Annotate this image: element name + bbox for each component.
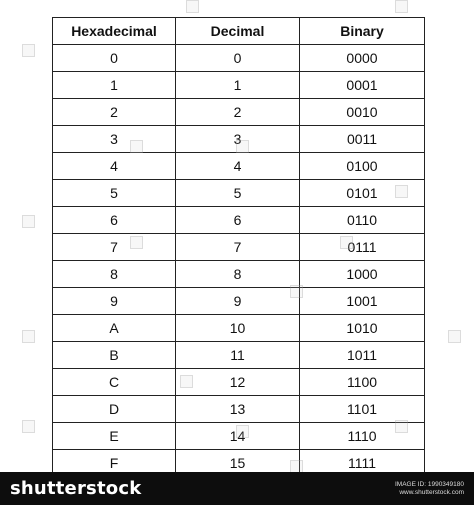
watermark-mark — [448, 330, 461, 343]
binary-cell: 0011 — [300, 126, 425, 153]
binary-cell: 1010 — [300, 315, 425, 342]
decimal-cell: 1 — [176, 72, 300, 99]
shutterstock-logo: shutterstock — [10, 478, 142, 499]
watermark-mark — [22, 420, 35, 433]
hex-cell: 8 — [53, 261, 176, 288]
table-row — [53, 315, 425, 342]
conversion-table-container — [52, 17, 424, 477]
hex-cell: 1 — [53, 72, 176, 99]
decimal-cell: 10 — [176, 315, 300, 342]
watermark-mark — [22, 215, 35, 228]
header-decimal: Decimal — [176, 18, 300, 45]
table-row — [53, 207, 425, 234]
hex-cell: 3 — [53, 126, 176, 153]
binary-cell: 0010 — [300, 99, 425, 126]
binary-cell: 0110 — [300, 207, 425, 234]
table-row — [53, 423, 425, 450]
decimal-cell: 0 — [176, 45, 300, 72]
conversion-table — [52, 17, 425, 477]
table-row — [53, 396, 425, 423]
binary-cell: 0000 — [300, 45, 425, 72]
watermark-mark — [22, 330, 35, 343]
decimal-cell: 7 — [176, 234, 300, 261]
decimal-cell: 11 — [176, 342, 300, 369]
hex-cell: B — [53, 342, 176, 369]
table-header-row — [53, 18, 425, 45]
table-row — [53, 45, 425, 72]
hex-cell: 2 — [53, 99, 176, 126]
hex-cell: 9 — [53, 288, 176, 315]
hex-cell: F — [53, 450, 176, 477]
hex-cell: 7 — [53, 234, 176, 261]
hex-cell: 5 — [53, 180, 176, 207]
hex-cell: E — [53, 423, 176, 450]
watermark-mark — [186, 0, 199, 13]
binary-cell: 0100 — [300, 153, 425, 180]
binary-cell: 1100 — [300, 369, 425, 396]
binary-cell: 0101 — [300, 180, 425, 207]
binary-cell: 1001 — [300, 288, 425, 315]
decimal-cell: 9 — [176, 288, 300, 315]
hex-cell: 6 — [53, 207, 176, 234]
decimal-cell: 15 — [176, 450, 300, 477]
binary-cell: 0001 — [300, 72, 425, 99]
hex-cell: 4 — [53, 153, 176, 180]
stock-footer-bar — [0, 472, 474, 505]
binary-cell: 1000 — [300, 261, 425, 288]
header-binary: Binary — [300, 18, 425, 45]
table-row — [53, 288, 425, 315]
header-hexadecimal: Hexadecimal — [53, 18, 176, 45]
watermark-mark — [22, 44, 35, 57]
image-id-info — [395, 481, 464, 497]
binary-cell: 1111 — [300, 450, 425, 477]
decimal-cell: 5 — [176, 180, 300, 207]
table-row — [53, 261, 425, 288]
table-row — [53, 234, 425, 261]
table-row — [53, 99, 425, 126]
binary-cell: 1101 — [300, 396, 425, 423]
hex-cell: C — [53, 369, 176, 396]
hex-cell: D — [53, 396, 176, 423]
hex-cell: A — [53, 315, 176, 342]
table-row — [53, 180, 425, 207]
table-row — [53, 153, 425, 180]
hex-cell: 0 — [53, 45, 176, 72]
decimal-cell: 3 — [176, 126, 300, 153]
table-row — [53, 72, 425, 99]
table-row — [53, 342, 425, 369]
binary-cell: 1110 — [300, 423, 425, 450]
watermark-mark — [395, 0, 408, 13]
binary-cell: 0111 — [300, 234, 425, 261]
decimal-cell: 12 — [176, 369, 300, 396]
decimal-cell: 6 — [176, 207, 300, 234]
table-row — [53, 126, 425, 153]
decimal-cell: 13 — [176, 396, 300, 423]
decimal-cell: 2 — [176, 99, 300, 126]
image-id-label: IMAGE ID: 1990349180 — [394, 481, 464, 488]
decimal-cell: 14 — [176, 423, 300, 450]
binary-cell: 1011 — [300, 342, 425, 369]
table-row — [53, 369, 425, 396]
site-url: www.shutterstock.com — [399, 489, 464, 496]
decimal-cell: 4 — [176, 153, 300, 180]
decimal-cell: 8 — [176, 261, 300, 288]
